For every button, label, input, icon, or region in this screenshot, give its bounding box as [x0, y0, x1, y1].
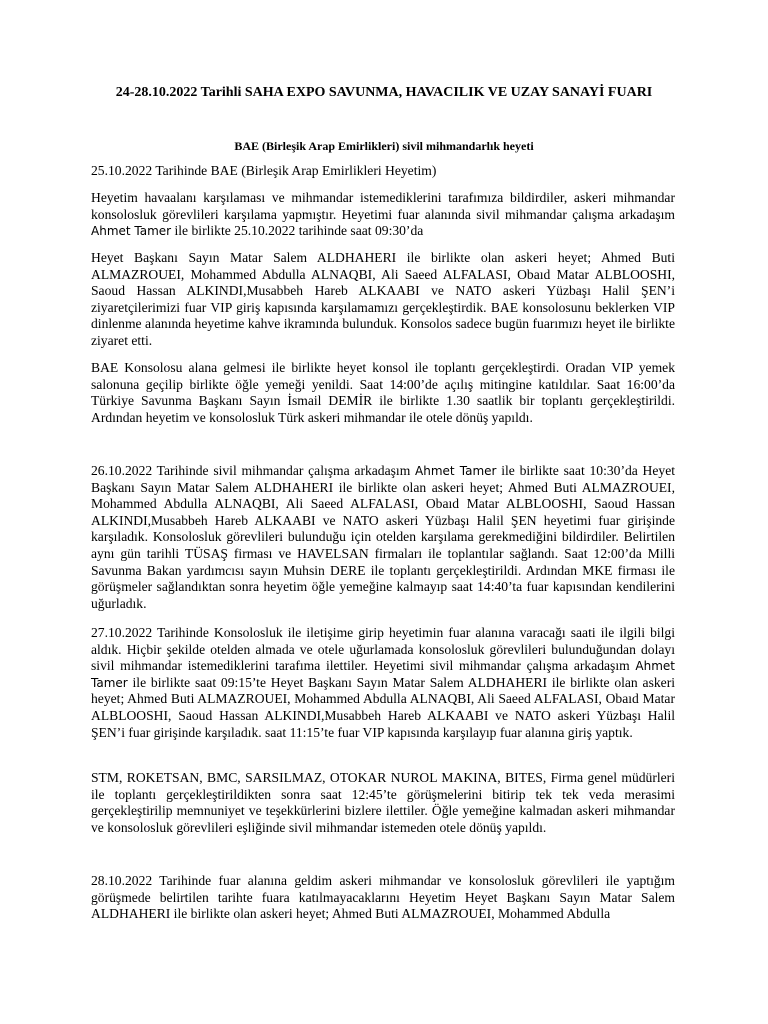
- colleague-name: Ahmet Tamer: [415, 464, 497, 478]
- paragraph-7: 28.10.2022 Tarihinde fuar alanına geldim askeri mihmandar ve konsolosluk görevlileri ile yaptığım görüşmede belirtilen tarihte fuara katılmayacaklarını Heyetim Heyet Başkanı Sayın Matar Salem ALDHAHERI ile birlikte olan askeri heyet; Ahmed Buti ALMAZROUEI, Mohammed Abdulla: [91, 873, 675, 922]
- paragraph-6: STM, ROKETSAN, BMC, SARSILMAZ, OTOKAR NUROL MAKINA, BITES, Firma genel müdürleri ile toplantı gerçekleştirildikten sonra saat 12:45’te görüşmelerini bitirip tek tek veda merasimi gerçekleştirilip memnuniyet ve teşekkürlerini bizlere ilettiler. Öğle yemeğine kalmadan askeri mihmandar ve konsolosluk görevlileri eşliğinde sivil mihmandar istemeden otele dönüş yapıldı.: [91, 770, 675, 835]
- paragraph-4-text-a: 26.10.2022 Tarihinde sivil mihmandar çalışma arkadaşım: [91, 463, 416, 478]
- paragraph-3: BAE Konsolosu alana gelmesi ile birlikte heyet konsol ile toplantı gerçekleştirdi. Oradan VIP yemek salonuna geçilip birlikte öğle yemeği yenildi. Saat 14:00’de açılış mitingine katıldılar. Saat 16:00’da Türkiye Savunma Başkanı Sayın İsmail DEMİR ile birlikte 1.30 saatlik bir toplantı gerçekleştirildi. Ardından heyetim ve konsolosluk Türk askeri mihmandar ile otele dönüş yapıldı.: [91, 360, 675, 425]
- paragraph-4: [91, 463, 675, 612]
- paragraph-1: [91, 190, 675, 240]
- document-title: 24-28.10.2022 Tarihli SAHA EXPO SAVUNMA, HAVACILIK VE UZAY SANAYİ FUARI: [115, 85, 653, 100]
- paragraph-1-text-a: Heyetim havaalanı karşılaması ve mihmandar istemediklerini tarafımıza bildirdiler, askeri mihmandar konsolosluk görevlileri karşılama yapmıştır. Heyetimi fuar alanında sivil mihmandar çalışma arkadaşım: [91, 190, 675, 222]
- paragraph-2: Heyet Başkanı Sayın Matar Salem ALDHAHERI ile birlikte olan askeri heyet; Ahmed Buti ALMAZROUEI, Mohammed Abdulla ALNAQBI, Ali Saeed ALFALASI, Obaıd Matar ALBLOOSHI, Saoud Hassan ALKINDI,Musabbeh Hareb ALKAABI ve NATO askeri Yüzbaşı Halil ŞEN’i ziyaretçilerimizi fuar VIP giriş kapısında karşılamamızı gerçekleştirdik. BAE konsolosunu beklerken VIP dinlenme alanında heyetime kahve ikramında bulunduk. Konsolos sadece bugün fuarımızı heyet ile birlikte ziyaret etti.: [91, 250, 675, 348]
- intro-paragraph: 25.10.2022 Tarihinde BAE (Birleşik Arap Emirlikleri Heyetim): [91, 163, 437, 178]
- paragraph-5: [91, 625, 675, 741]
- colleague-name: Ahmet Tamer: [91, 224, 172, 239]
- colleague-name: Ahmet Tamer: [91, 659, 675, 690]
- document-subtitle: BAE (Birleşik Arap Emirlikleri) sivil mihmandarlık heyeti: [234, 139, 534, 153]
- paragraph-5-text-b: ile birlikte saat 09:15’te Heyet Başkanı Sayın Matar Salem ALDHAHERI ile birlikte olan askeri heyet; Ahmed Buti ALMAZROUEI, Mohammed Abdulla ALNAQBI, Ali Saeed ALFALASI, Obaıd Matar ALBLOOSHI, Saoud Hassan ALKINDI,Musabbeh Hareb ALKAABI ve NATO askeri Yüzbaşı Halil ŞEN’i fuar girişinde karşıladık. saat 11:15’te fuar VIP kapısında karşılayıp fuar alanına giriş yaptık.: [91, 674, 675, 740]
- paragraph-1-text-b: ile birlikte 25.10.2022 tarihinde saat 09:30’da: [171, 223, 424, 239]
- paragraph-5-text-a: 27.10.2022 Tarihinde Konsolosluk ile iletişime girip heyetimin fuar alanına varacağı saati ile ilgili bilgi aldık. Hiçbir şekilde otelden almada ve otele uğurlamada konsolosluk görevlileri bulunduğundan dolayı sivil mihmandar istemediklerini tarafıma ilettiler. Heyetimi sivil mihmandar çalışma arkadaşım: [91, 625, 675, 674]
- paragraph-4-text-b: ile birlikte saat 10:30’da Heyet Başkanı Sayın Matar Salem ALDHAHERI ile birlikte olan askeri heyet; Ahmed Buti ALMAZROUEI, Mohammed Abdulla ALNAQBI, Ali Saeed ALFALASI, Obaıd Matar ALBLOOSHI, Saoud Hassan ALKINDI,Musabbeh Hareb ALKAABI ve NATO askeri Yüzbaşı Halil ŞEN heyetimi fuar girişinde karşıladık. Konsolosluk görevlileri bulunduğu için otelden karşılama gerekmediğini bildirdiler. Belirtilen aynı gün tarihli TÜSAŞ firması ve HAVELSAN firmaları ile toplantılar sağlandı. Saat 12:00’da Milli Savunma Bakan yardımcısı sayın Muhsin DERE ile toplantı gerçekleştirildi. Ardından MKE firması ile görüşmeler sağlandıktan sonra heyetim öğle yemeğine kalmayıp saat 14:40’ta fuar kapısından kendilerini uğurladık.: [91, 463, 676, 611]
